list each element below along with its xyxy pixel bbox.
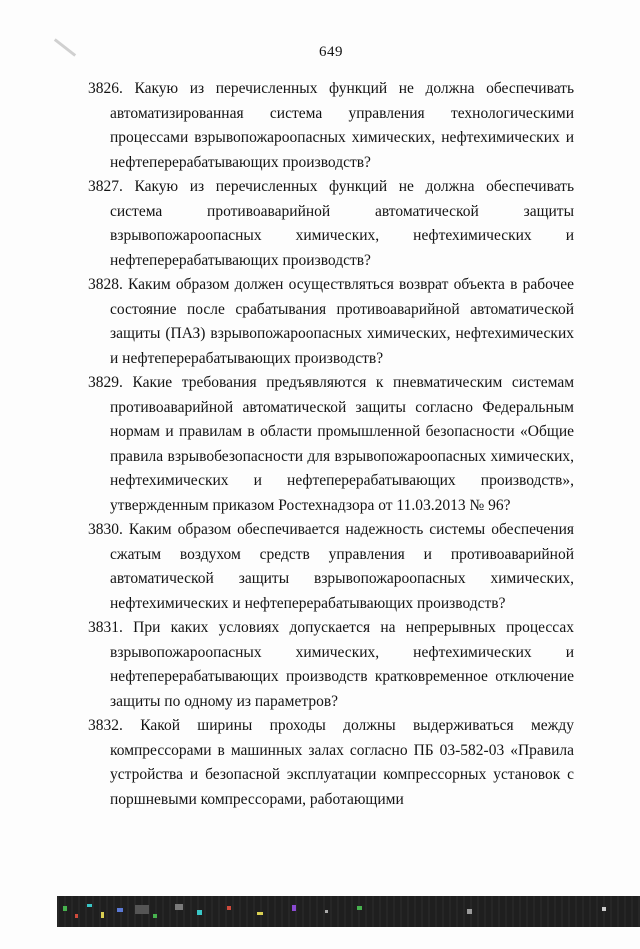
noise-pixel: [257, 912, 263, 915]
question-number: 3831.: [88, 619, 123, 636]
scan-artifact-bar: [57, 896, 640, 927]
noise-pixel: [117, 908, 123, 912]
question-item: [88, 714, 574, 812]
question-text: При каких условиях допускается на непрерывных процессах взрывопожароопасных химических, нефтехимических и нефтеперерабатывающих производств кратковременное отключение защиты по одному из параметров?: [110, 619, 575, 710]
question-number: 3828.: [88, 276, 123, 293]
noise-pixel: [467, 909, 472, 914]
question-number: 3829.: [88, 374, 123, 391]
question-number: 3830.: [88, 521, 123, 538]
noise-pixel: [135, 905, 149, 914]
document-page: [0, 44, 640, 949]
question-item: [88, 273, 574, 371]
page-number: 649: [319, 44, 343, 60]
question-item: [88, 175, 574, 273]
questions-list: [88, 77, 574, 812]
noise-pixel: [292, 905, 296, 911]
scan-smudge: [54, 38, 76, 56]
noise-pixel: [87, 904, 92, 907]
question-item: [88, 77, 574, 175]
question-text: Каким образом обеспечивается надежность системы обеспечения сжатым воздухом средств управления и противоаварийной автоматической защиты взрывопожароопасных химических, нефтехимических и нефтеперерабатывающих производств?: [110, 521, 575, 612]
noise-pixel: [357, 906, 362, 910]
noise-pixel: [63, 906, 67, 911]
noise-pixel: [227, 906, 231, 910]
question-number: 3832.: [88, 717, 123, 734]
noise-pixel: [101, 912, 104, 918]
question-text: Каким образом должен осуществляться возврат объекта в рабочее состояние после срабатывания противоаварийной автоматической защиты (ПАЗ) взрывопожароопасных химических, нефтехимических и нефтеперерабатывающих производств?: [110, 276, 574, 367]
question-item: [88, 616, 574, 714]
question-text: Какую из перечисленных функций не должна обеспечивать система противоаварийной автоматической защиты взрывопожароопасных химических, нефтехимических и нефтеперерабатывающих производств?: [110, 178, 575, 269]
noise-pixel: [153, 914, 157, 918]
noise-pixel: [602, 907, 606, 911]
noise-pixel: [325, 910, 328, 913]
question-text: Какие требования предъявляются к пневматическим системам противоаварийной автоматической защиты согласно Федеральным нормам и правилам в области промышленной безопасности «Общие правила взрывобезопасности для взрывопожароопасных химических, нефтехимических и нефтеперерабатывающих производств», утвержденным приказом Ростехнадзора от 11.03.2013 № 96?: [110, 374, 575, 514]
question-number: 3827.: [88, 178, 123, 195]
noise-pixel: [197, 910, 202, 915]
noise-pixel: [75, 914, 78, 918]
question-number: 3826.: [88, 80, 123, 97]
question-text: Какой ширины проходы должны выдерживаться между компрессорами в машинных залах согласно ПБ 03-582-03 «Правила устройства и безопасной эксплуатации компрессорных установок с поршневыми компрессорами, работающими: [110, 717, 574, 808]
question-text: Какую из перечисленных функций не должна обеспечивать автоматизированная система управления технологическими процессами взрывопожароопасных химических, нефтехимических и нефтеперерабатывающих производств?: [110, 80, 575, 171]
question-item: [88, 371, 574, 518]
question-item: [88, 518, 574, 616]
